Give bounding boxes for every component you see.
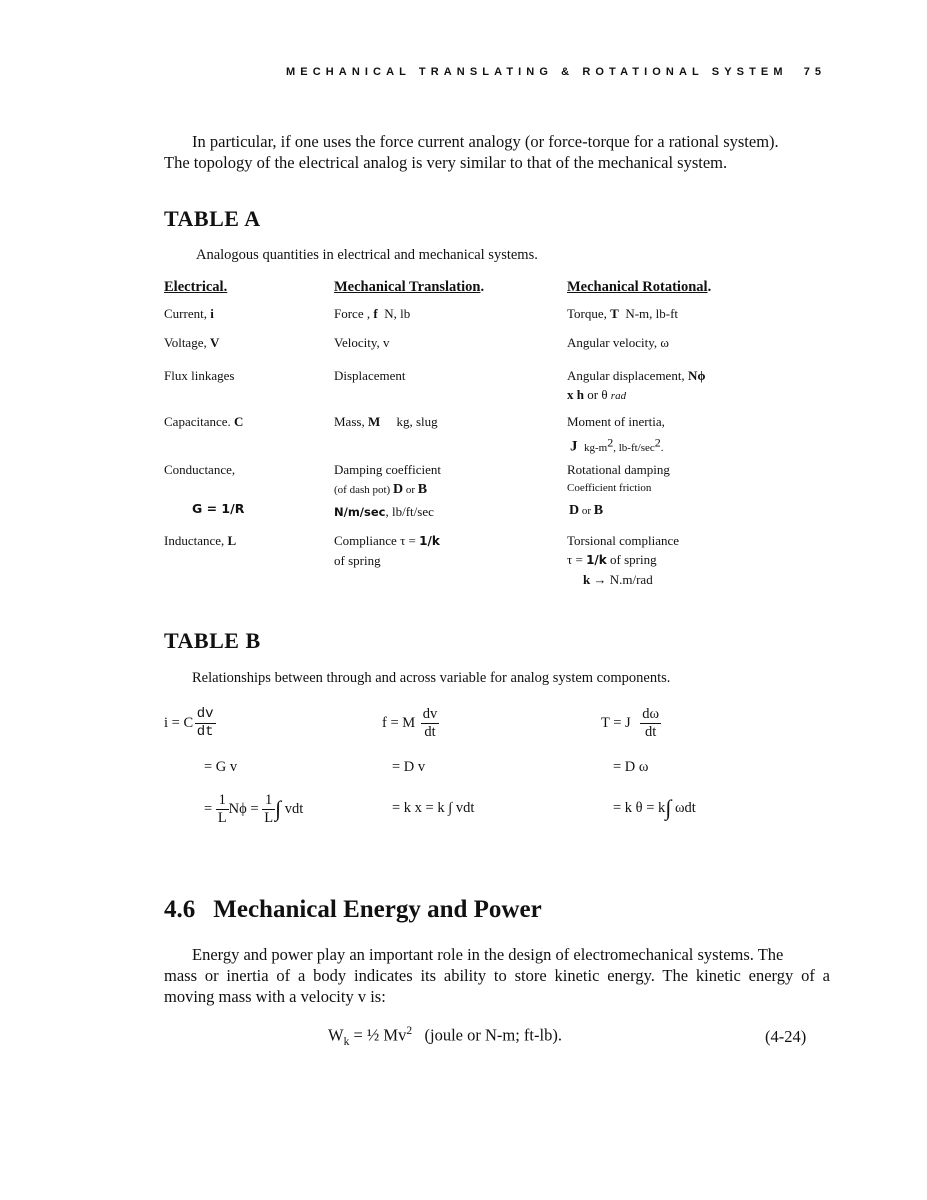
eq-lhs: f = M xyxy=(382,714,416,731)
cell-rotational-damping xyxy=(567,460,670,521)
section-heading xyxy=(164,896,542,924)
running-header xyxy=(286,66,826,78)
eq-lhs: T = J xyxy=(601,714,631,731)
numerator: 1 xyxy=(262,792,275,810)
cell-symbol: N/m/sec xyxy=(334,505,386,519)
unit-text: . xyxy=(660,441,664,454)
cell-symbol: T xyxy=(610,306,619,321)
header-title: MECHANICAL TRANSLATING & ROTATIONAL SYSTEM xyxy=(286,66,788,78)
cell-symbol: J xyxy=(570,438,578,455)
denominator: dt xyxy=(424,724,436,740)
cell-text: of spring xyxy=(334,553,381,568)
denominator: L xyxy=(217,810,227,826)
cell-compliance xyxy=(334,531,440,570)
cell-moment-inertia xyxy=(567,412,665,458)
eq-flux xyxy=(204,792,303,827)
fraction xyxy=(640,706,661,741)
cell-unit xyxy=(584,435,664,454)
eq-lhs: i = C xyxy=(164,714,194,731)
table-b-caption: Relationships between through and across variable for analog system components. xyxy=(192,670,671,686)
cell-text: Current, xyxy=(164,306,211,321)
col-header-electrical: Electrical. xyxy=(164,279,228,295)
intro-line-2: The topology of the electrical analog is very similar to that of the mechanical system. xyxy=(164,153,728,172)
eq-d-omega: = D ω xyxy=(613,759,649,775)
col-header-rotational xyxy=(567,279,711,296)
cell-current xyxy=(164,304,214,323)
cell-voltage xyxy=(164,333,219,352)
cell-text: Torque, xyxy=(567,306,611,321)
equation-kinetic-energy xyxy=(328,1025,562,1048)
integral-sign: ∫ xyxy=(665,795,672,820)
fraction xyxy=(421,706,440,741)
cell-symbol: 1/k xyxy=(419,534,440,548)
eq-symbol: W xyxy=(328,1025,344,1045)
cell-text: Rotational damping xyxy=(567,462,670,477)
eq-units: (joule or N-m; ft-lb). xyxy=(424,1025,562,1045)
cell-unit: kg, slug xyxy=(396,414,438,429)
eq-text: = ½ Mv xyxy=(349,1025,407,1045)
table-a-caption: Analogous quantities in electrical and mechanical systems. xyxy=(196,247,538,263)
eq-force xyxy=(382,706,439,741)
eq-current xyxy=(164,706,216,741)
cell-damping xyxy=(334,460,441,522)
cell-conductance: Conductance, xyxy=(164,462,236,477)
cell-text: Inductance, xyxy=(164,533,228,548)
cell-text: or θ xyxy=(583,387,611,402)
cell-angular-velocity: Angular velocity, ω xyxy=(567,335,669,350)
cell-flux: Flux linkages xyxy=(164,368,235,383)
col-header-rotational-dot: . xyxy=(707,279,712,295)
cell-symbol: i xyxy=(210,306,214,321)
cell-symbol: B xyxy=(593,503,604,518)
section-paragraph xyxy=(164,944,830,1007)
cell-text: → N.m/rad xyxy=(590,572,653,587)
cell-unit: , lb/ft/sec xyxy=(385,504,434,519)
cell-symbol: V xyxy=(209,335,220,350)
cell-symbol: L xyxy=(227,533,237,548)
cell-symbol: D xyxy=(392,482,404,497)
intro-line-1: In particular, if one uses the force current analogy (or force-torque for a rational system). xyxy=(192,132,779,151)
cell-symbol: B xyxy=(417,482,428,497)
intro-paragraph xyxy=(164,131,830,173)
cell-unit: rad xyxy=(610,390,627,402)
equation-number: (4-24) xyxy=(765,1027,807,1046)
cell-capacitance xyxy=(164,412,243,431)
eq-g-v: = G v xyxy=(204,759,238,775)
cell-text: Angular displacement, xyxy=(567,368,688,383)
cell-unit: N, lb xyxy=(384,306,411,321)
eq-subscript: k xyxy=(343,1035,350,1048)
section-line-1: Energy and power play an important role in the design of electromechanical systems. The xyxy=(192,945,784,964)
integral-sign: ∫ xyxy=(275,795,282,821)
cell-inductance xyxy=(164,531,236,550)
eq-text: vdt xyxy=(281,800,304,817)
numerator: dv xyxy=(196,706,214,722)
eq-text: = xyxy=(204,800,216,817)
fraction xyxy=(195,706,216,741)
cell-text: of spring xyxy=(606,552,657,567)
cell-symbol: f xyxy=(373,306,378,321)
cell-text: or xyxy=(403,484,418,496)
eq-k-theta xyxy=(613,795,696,820)
table-a-title: TABLE A xyxy=(164,206,261,231)
unit-text: , lb-ft/sec xyxy=(613,441,655,454)
cell-symbol: Nϕ xyxy=(687,368,706,383)
denominator: dt xyxy=(196,724,214,740)
col-header-translation-dot: . xyxy=(480,279,485,295)
fraction xyxy=(262,792,275,827)
cell-text: (of dash pot) xyxy=(334,484,393,496)
cell-text: Compliance τ = xyxy=(334,533,420,548)
denominator: L xyxy=(264,810,274,826)
section-line-2: mass or inertia of a body indicates its ability to store kinetic energy. The kinetic energy of a xyxy=(164,966,830,985)
section-number: 4.6 xyxy=(164,896,196,923)
unit-exponent: 2 xyxy=(654,435,661,449)
cell-symbol: k xyxy=(583,572,591,587)
eq-text: = k θ = k xyxy=(613,800,666,816)
eq-text: Nϕ = xyxy=(228,800,263,817)
eq-d-v: = D v xyxy=(392,759,426,775)
eq-torque xyxy=(601,706,661,741)
fraction xyxy=(216,792,229,827)
cell-symbol: D xyxy=(569,503,580,518)
cell-text: Coefficient friction xyxy=(567,482,652,494)
cell-text: or xyxy=(579,505,594,517)
eq-text: ωdt xyxy=(671,800,696,816)
cell-velocity: Velocity, v xyxy=(334,335,390,350)
cell-displacement: Displacement xyxy=(334,368,406,383)
cell-text: Moment of inertia, xyxy=(567,414,665,429)
page-number: 75 xyxy=(803,66,826,78)
col-header-translation-text: Mechanical Translation xyxy=(334,279,481,295)
section-title: Mechanical Energy and Power xyxy=(213,896,542,923)
col-header-rotational-text: Mechanical Rotational xyxy=(567,279,708,295)
cell-text: Capacitance. xyxy=(164,414,235,429)
cell-force xyxy=(334,304,410,323)
cell-text: τ = xyxy=(567,552,587,567)
eq-superscript: 2 xyxy=(406,1025,413,1037)
unit-exponent: 2 xyxy=(607,435,614,449)
cell-text: Damping coefficient xyxy=(334,462,441,477)
numerator: 1 xyxy=(216,792,229,810)
section-line-3: moving mass with a velocity v is: xyxy=(164,987,386,1006)
cell-symbol: x h xyxy=(567,387,584,402)
cell-unit: N-m, lb-ft xyxy=(625,306,679,321)
cell-text: Torsional compliance xyxy=(567,533,680,548)
denominator: dt xyxy=(645,724,657,740)
cell-mass xyxy=(334,412,438,431)
cell-angular-displacement xyxy=(567,366,705,406)
cell-torsional-compliance xyxy=(567,531,679,589)
eq-kx: = k x = k ∫ vdt xyxy=(392,800,475,816)
cell-symbol: C xyxy=(234,414,244,429)
numerator: dv xyxy=(422,706,438,722)
col-header-translation xyxy=(334,279,484,296)
cell-text: Force , xyxy=(334,306,374,321)
cell-symbol: 1/k xyxy=(586,553,607,567)
cell-g-equals: G = 1/R xyxy=(192,501,245,516)
cell-text: Mass, xyxy=(334,414,368,429)
unit-text: kg-m xyxy=(584,441,608,454)
numerator: dω xyxy=(642,706,660,722)
table-b-title: TABLE B xyxy=(164,628,261,653)
cell-text: Voltage, xyxy=(164,335,210,350)
cell-symbol: M xyxy=(367,414,381,429)
cell-torque xyxy=(567,304,678,323)
